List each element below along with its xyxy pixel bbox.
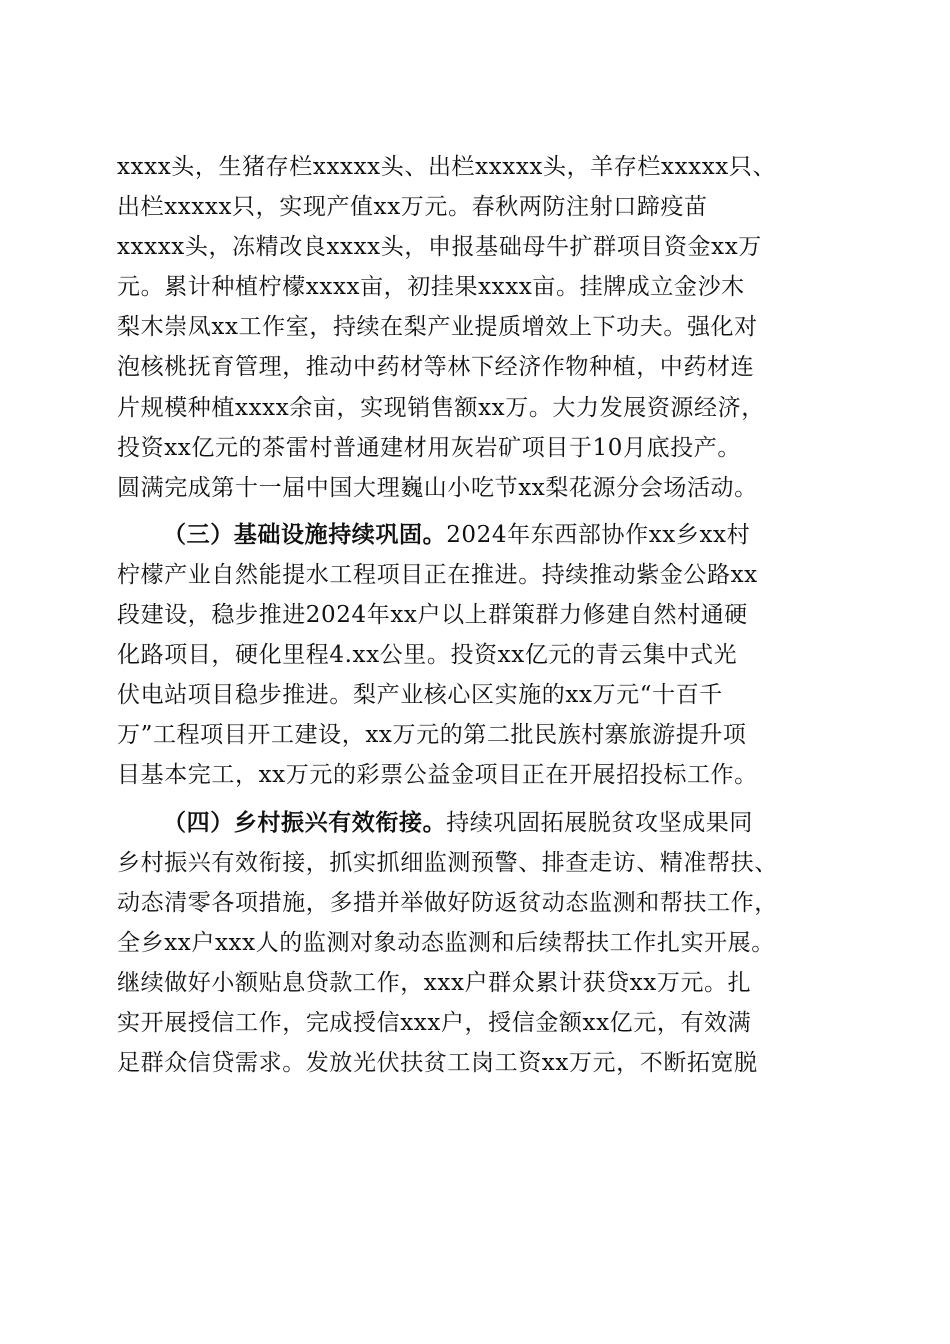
text-line [117, 515, 837, 555]
section-heading: （三）基础设施持续巩固。 [163, 520, 447, 548]
text-line: 圆满完成第十一届中国大理巍山小吃节xx梨花源分会场活动。 [117, 474, 758, 501]
text-line: 出栏xxxxx只，实现产值xx万元。春秋两防注射口蹄疫苗 [117, 194, 708, 221]
text-line: 化路项目，硬化里程4.xx公里。投资xx亿元的青云集中式光 [117, 642, 738, 669]
text-line: 实开展授信工作，完成授信xxx户，授信金额xx亿元，有效满 [117, 1009, 752, 1036]
text-line: 继续做好小额贴息贷款工作，xxx户群众累计获贷xx万元。扎 [117, 969, 752, 996]
text-line: 目基本完工，xx万元的彩票公益金项目正在开展招投标工作。 [117, 762, 758, 789]
section-heading: （四）乡村振兴有效衔接。 [163, 808, 447, 836]
text-line: 泡核桃抚育管理，推动中药材等林下经济作物种植，中药材连 [117, 354, 755, 381]
text-line: 柠檬产业自然能提水工程项目正在推进。持续推动紫金公路xx [117, 561, 758, 588]
text-line: 乡村振兴有效衔接，抓实抓细监测预警、排查走访、精准帮扶、 [117, 849, 778, 876]
text-line: 全乡xx户xxx人的监测对象动态监测和后续帮扶工作扎实开展。 [117, 929, 775, 956]
text-line: xxxx头，生猪存栏xxxxx头、出栏xxxxx头，羊存栏xxxxx只、 [117, 154, 777, 180]
text-line: 梨木崇凤xx工作室，持续在梨产业提质增效上下功夫。强化对 [117, 314, 758, 341]
text-line: xxxxx头，冻精改良xxxx头，申报基础母牛扩群项目资金xx万 [117, 234, 762, 261]
text-line: 投资xx亿元的茶雷村普通建材用灰岩矿项目于10月底投产。 [117, 434, 742, 461]
paragraph-livestock-and-industry [117, 147, 837, 508]
text-line: 片规模种植xxxx余亩，实现销售额xx万。大力发展资源经济， [117, 394, 765, 421]
paragraph-rural-revitalization [117, 803, 837, 1084]
text-span: 2024年东西部协作xx乡xx村 [446, 521, 751, 548]
paragraph-infrastructure [117, 515, 837, 796]
text-line: 动态清零各项措施，多措并举做好防返贫动态监测和帮扶工作， [117, 889, 778, 916]
text-span: 持续巩固拓展脱贫攻坚成果同 [446, 809, 754, 836]
document-body [117, 147, 837, 1083]
text-line: 伏电站项目稳步推进。梨产业核心区实施的xx万元“十百千 [117, 682, 723, 709]
text-line: 段建设，稳步推进2024年xx户以上群策群力修建自然村通硬 [117, 602, 748, 629]
text-line [117, 803, 837, 843]
text-line: 万”工程项目开工建设，xx万元的第二批民族村寨旅游提升项 [117, 722, 747, 749]
text-line: 足群众信贷需求。发放光伏扶贫工岗工资xx万元，不断拓宽脱 [117, 1050, 758, 1077]
text-line: 元。累计种植柠檬xxxx亩，初挂果xxxx亩。挂牌成立金沙木 [117, 274, 745, 301]
